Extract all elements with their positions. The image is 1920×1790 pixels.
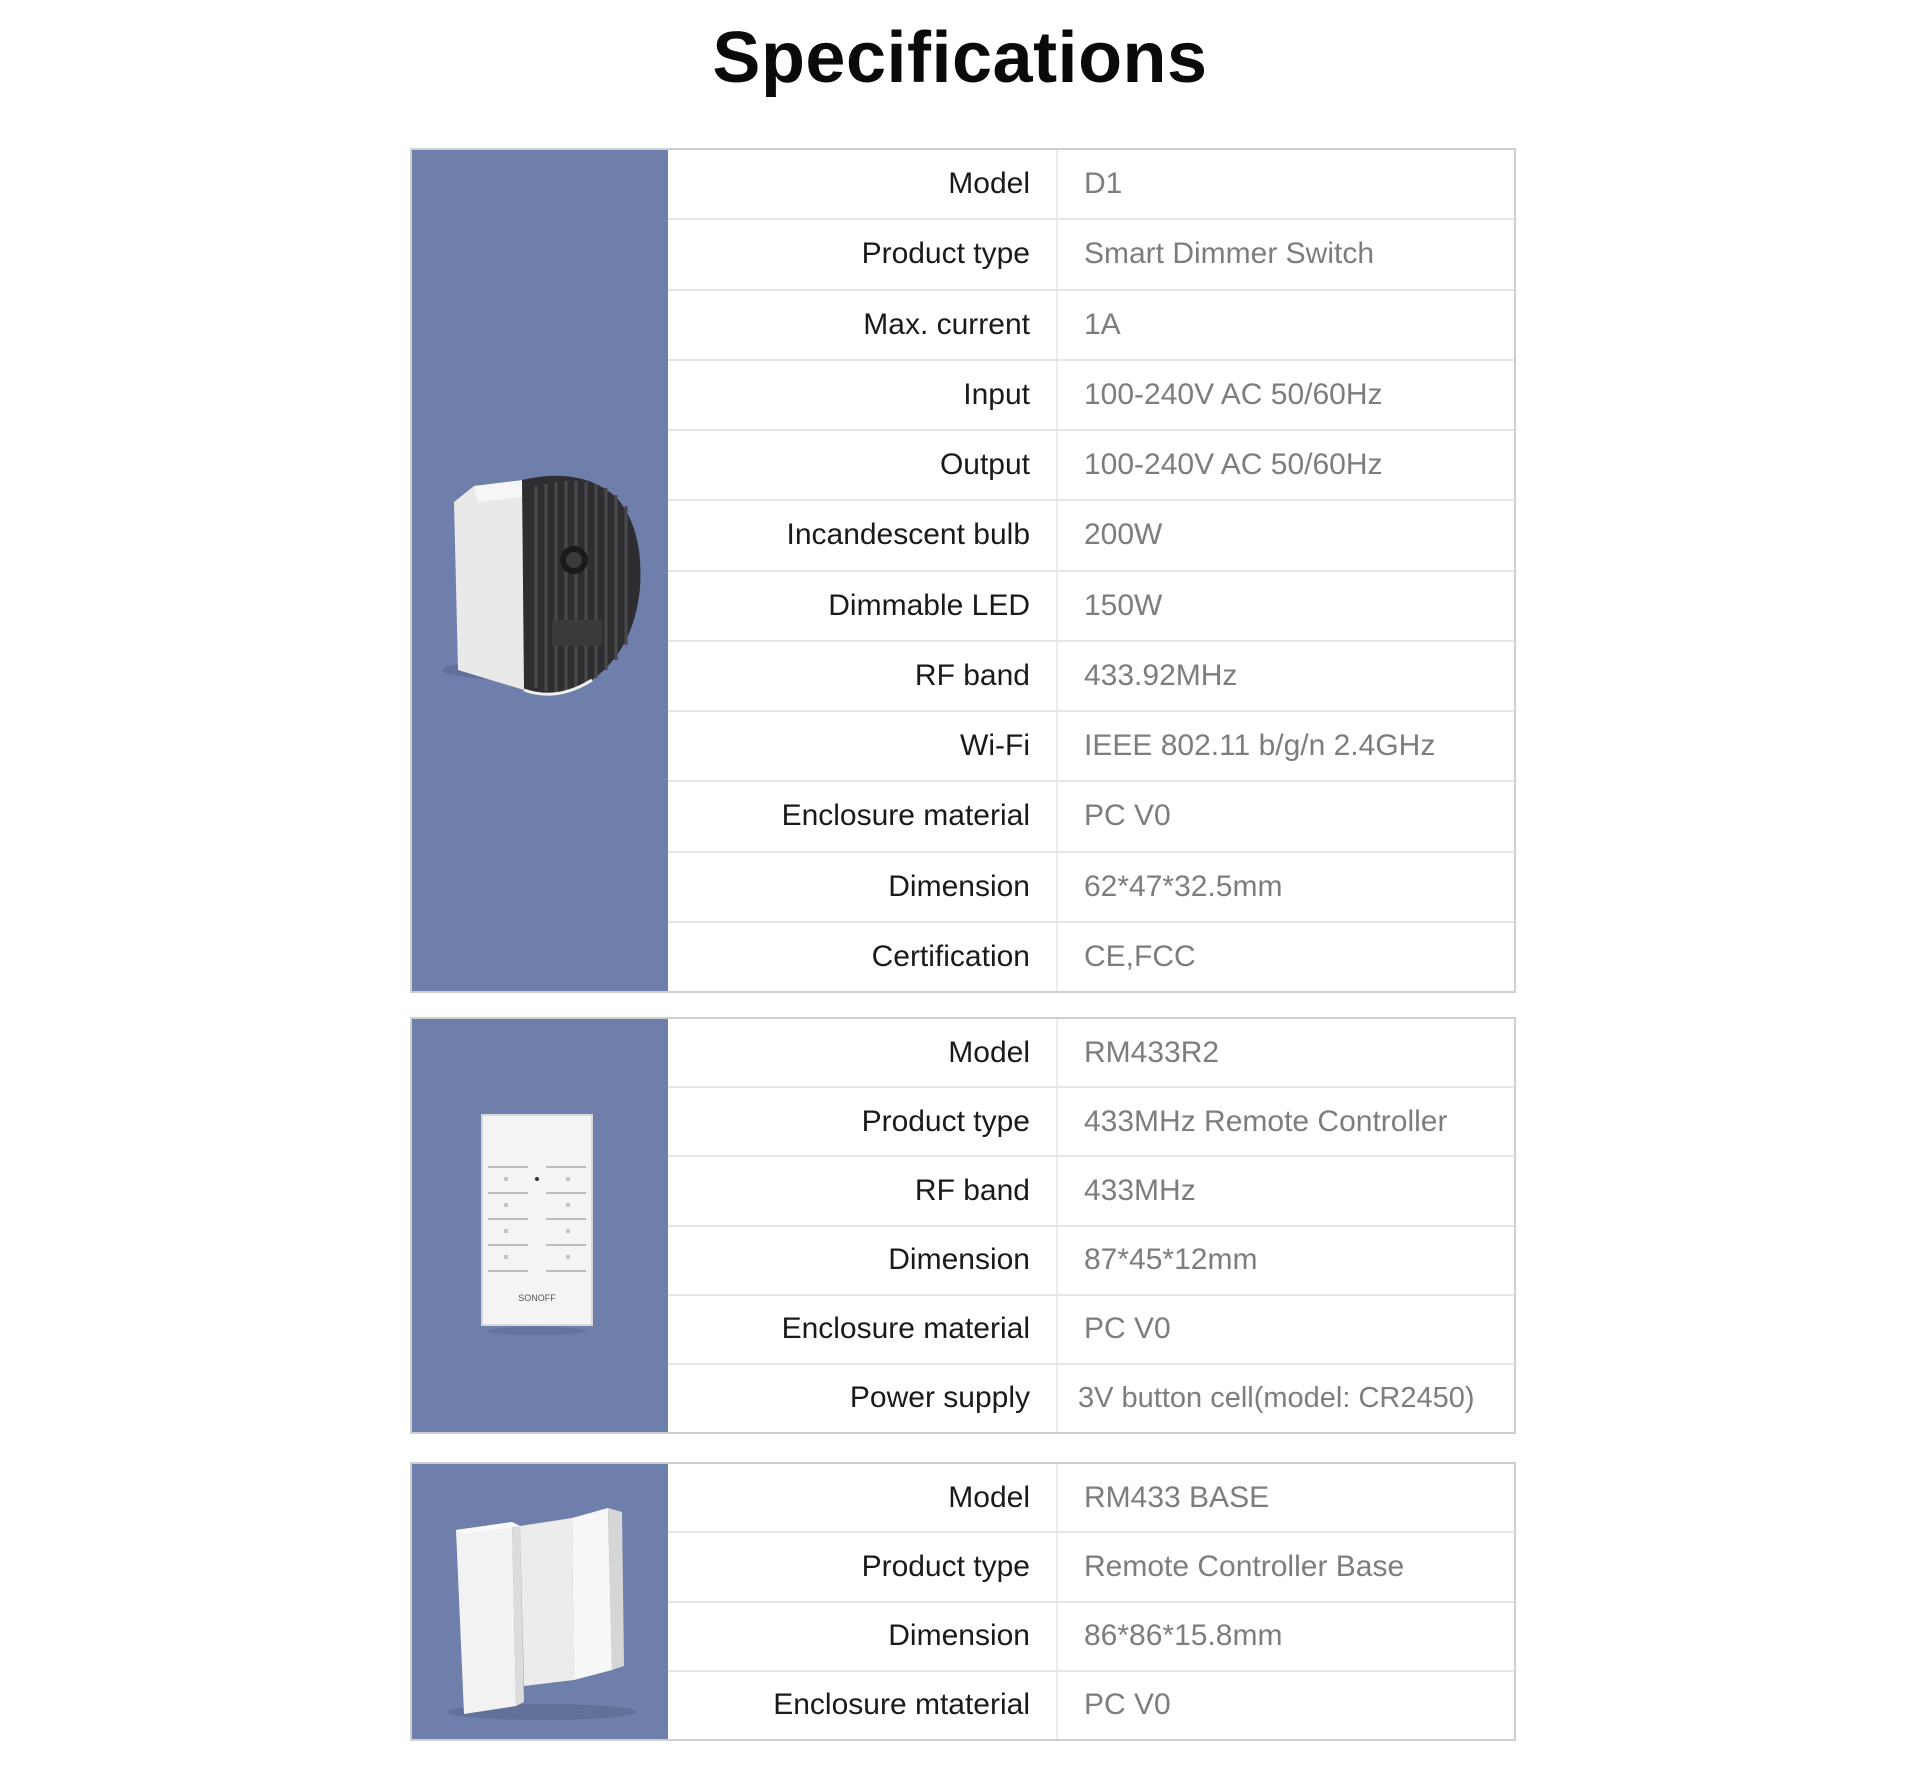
- remote-brand-label: SONOFF: [518, 1293, 556, 1303]
- spec-label: Dimension: [668, 1227, 1058, 1294]
- spec-value: 433.92MHz: [1084, 658, 1238, 692]
- spec-label: Product type: [668, 220, 1058, 288]
- spec-label: Dimension: [668, 853, 1058, 921]
- spec-row: [668, 1365, 1514, 1432]
- spec-row: [668, 501, 1514, 571]
- spec-label: Output: [668, 431, 1058, 499]
- spec-value: 100-240V AC 50/60Hz: [1084, 448, 1383, 482]
- spec-label: Wi-Fi: [668, 712, 1058, 780]
- spec-value: Smart Dimmer Switch: [1084, 237, 1375, 271]
- spec-row: [668, 431, 1514, 501]
- spec-row: [668, 782, 1514, 852]
- remote-controller-image: [412, 1019, 668, 1432]
- spec-row: [668, 291, 1514, 361]
- spec-label: Model: [668, 1019, 1058, 1086]
- spec-row: [668, 853, 1514, 923]
- spec-label: Power supply: [668, 1365, 1058, 1432]
- spec-row: [668, 923, 1514, 991]
- spec-value: 3V button cell(model: CR2450): [1078, 1381, 1475, 1414]
- spec-label: Dimmable LED: [668, 572, 1058, 640]
- spec-row: [668, 361, 1514, 431]
- spec-label: Product type: [668, 1533, 1058, 1600]
- spec-row: [668, 572, 1514, 642]
- spec-card-d1: [410, 148, 1516, 993]
- dimmer-switch-image: [412, 150, 668, 991]
- spec-row: [668, 1019, 1514, 1088]
- spec-row: [668, 1533, 1514, 1602]
- spec-table: [668, 1019, 1514, 1432]
- spec-row: [668, 1227, 1514, 1296]
- spec-value: RM433 BASE: [1084, 1480, 1270, 1514]
- spec-row: [668, 642, 1514, 712]
- spec-value: 200W: [1084, 518, 1163, 552]
- spec-row: [668, 712, 1514, 782]
- spec-card-rm433r2: [410, 1017, 1516, 1434]
- spec-value: 87*45*12mm: [1084, 1243, 1258, 1277]
- spec-value: 433MHz Remote Controller: [1084, 1104, 1448, 1138]
- spec-label: Enclosure mtaterial: [668, 1672, 1058, 1739]
- spec-value: 86*86*15.8mm: [1084, 1619, 1283, 1653]
- spec-row: [668, 1157, 1514, 1226]
- spec-value: PC V0: [1084, 1688, 1171, 1722]
- spec-value: 1A: [1084, 307, 1121, 341]
- spec-value: 100-240V AC 50/60Hz: [1084, 377, 1383, 411]
- product-image-panel: [412, 1464, 668, 1739]
- spec-label: RF band: [668, 1157, 1058, 1224]
- spec-value: 62*47*32.5mm: [1084, 869, 1283, 903]
- spec-label: Model: [668, 1464, 1058, 1531]
- spec-row: [668, 150, 1514, 220]
- spec-value: 433MHz: [1084, 1173, 1196, 1207]
- spec-row: [668, 220, 1514, 290]
- spec-row: [668, 1296, 1514, 1365]
- spec-label: Input: [668, 361, 1058, 429]
- spec-label: Product type: [668, 1088, 1058, 1155]
- spec-value: RM433R2: [1084, 1035, 1220, 1069]
- spec-row: [668, 1603, 1514, 1672]
- spec-value: Remote Controller Base: [1084, 1549, 1405, 1583]
- spec-label: RF band: [668, 642, 1058, 710]
- spec-value: IEEE 802.11 b/g/n 2.4GHz: [1084, 729, 1436, 763]
- spec-value: D1: [1084, 167, 1123, 201]
- product-image-panel: [412, 150, 668, 991]
- spec-value: CE,FCC: [1084, 939, 1196, 973]
- page-title: Specifications: [712, 18, 1208, 98]
- spec-table: [668, 1464, 1514, 1739]
- spec-label: Dimension: [668, 1603, 1058, 1670]
- spec-value: 150W: [1084, 588, 1163, 622]
- spec-label: Model: [668, 150, 1058, 218]
- spec-label: Incandescent bulb: [668, 501, 1058, 569]
- spec-row: [668, 1672, 1514, 1739]
- spec-label: Enclosure material: [668, 1296, 1058, 1363]
- spec-label: Certification: [668, 923, 1058, 991]
- remote-base-image: [412, 1464, 668, 1739]
- spec-card-rm433-base: [410, 1462, 1516, 1741]
- spec-row: [668, 1088, 1514, 1157]
- spec-row: [668, 1464, 1514, 1533]
- spec-value: PC V0: [1084, 799, 1171, 833]
- spec-table: [668, 150, 1514, 991]
- spec-label: Max. current: [668, 291, 1058, 359]
- spec-value: PC V0: [1084, 1312, 1171, 1346]
- spec-label: Enclosure material: [668, 782, 1058, 850]
- product-image-panel: [412, 1019, 668, 1432]
